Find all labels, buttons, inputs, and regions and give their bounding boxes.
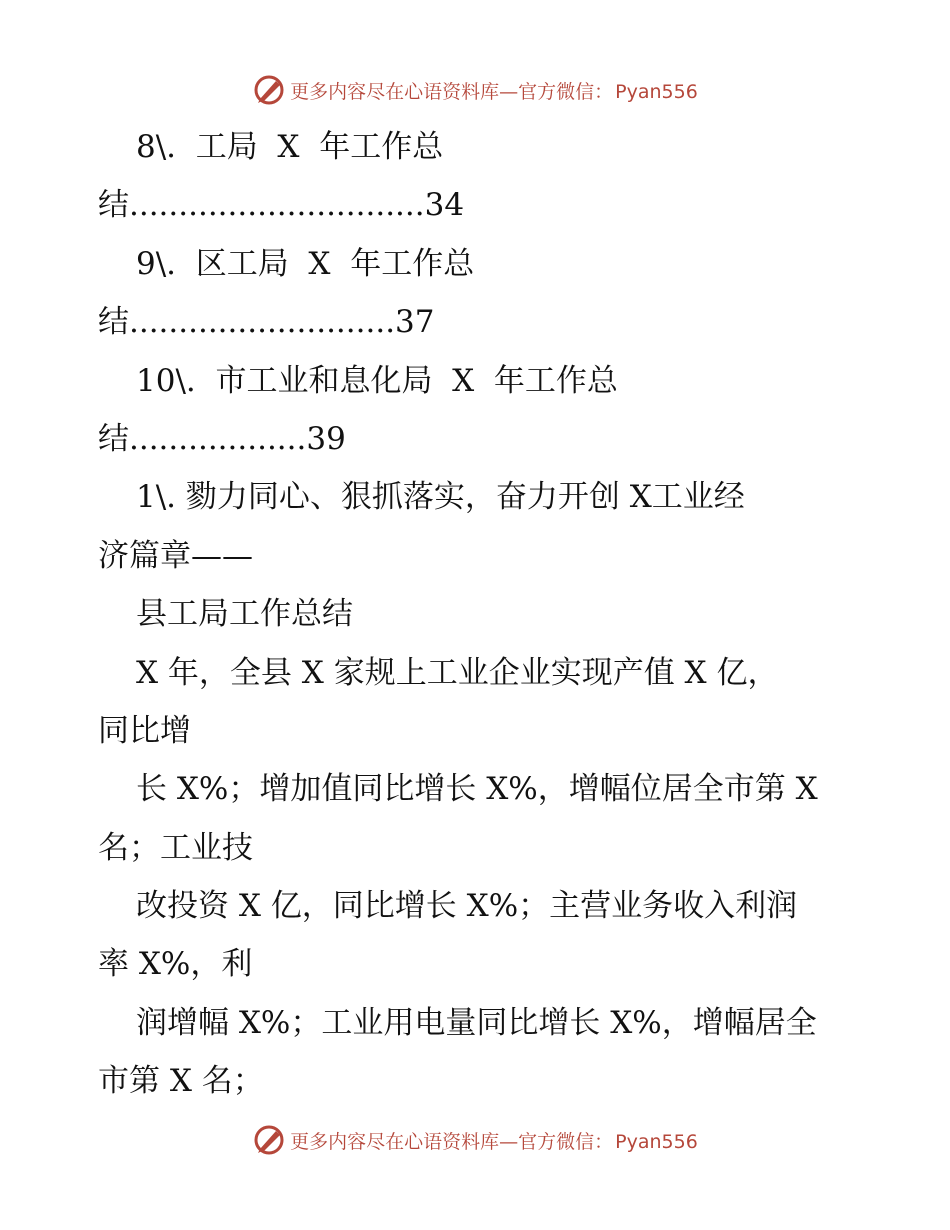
watermark-text: 更多内容尽在心语资料库—官方微信： Pyan556 — [290, 1130, 698, 1153]
paragraph-line: 市第 X 名； — [98, 1063, 264, 1100]
paragraph-line: 同比增 — [98, 712, 191, 749]
pen-logo-icon — [252, 1123, 286, 1157]
section-heading: 1\. 勠力同心、狠抓落实，奋力开创 X工业经 — [136, 479, 745, 516]
watermark-footer — [0, 1120, 950, 1160]
paragraph-line: 改投资 X 亿，同比增长 X%；主营业务收入利润 — [136, 888, 798, 925]
toc-entry-title: 10\. 市工业和息化局 X 年工作总 — [136, 362, 618, 399]
watermark-header — [0, 70, 950, 110]
paragraph-line: 长 X%；增加值同比增长 X%，增幅位居全市第 X — [136, 771, 818, 808]
toc-entry-title: 9\. 区工局 X 年工作总 — [136, 245, 475, 282]
paragraph-line: 润增幅 X%；工业用电量同比增长 X%，增幅居全 — [136, 1004, 817, 1041]
watermark-text: 更多内容尽在心语资料库—官方微信： Pyan556 — [290, 80, 698, 103]
paragraph-line: 名；工业技 — [98, 829, 253, 866]
pen-logo-icon — [252, 73, 286, 107]
section-heading-cont: 济篇章—— — [98, 537, 253, 574]
section-subtitle: 县工局工作总结 — [136, 596, 353, 633]
document-body — [98, 118, 898, 1111]
toc-entry-title: 8\. 工局 X 年工作总 — [136, 129, 444, 165]
toc-entry-page: 结...........................37 — [98, 304, 435, 341]
toc-entry-page: 结..............................34 — [98, 187, 465, 224]
toc-entry-page: 结..................39 — [98, 420, 346, 457]
paragraph-line: X 年，全县 X 家规上工业企业实现产值 X 亿， — [136, 654, 779, 691]
paragraph-line: 率 X%，利 — [98, 946, 253, 983]
